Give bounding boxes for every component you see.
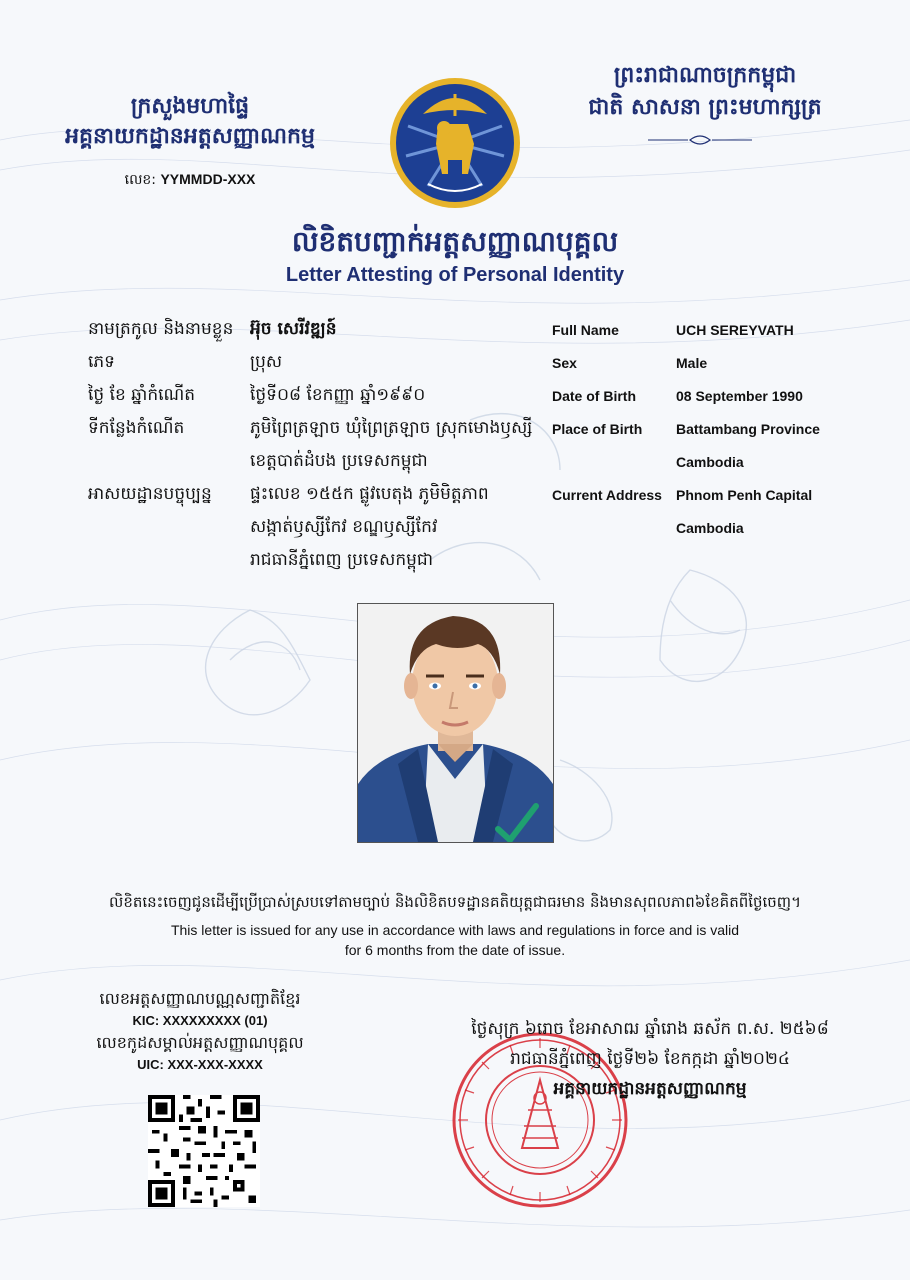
- address-value-english-line2: Cambodia: [676, 520, 744, 536]
- pob-label-khmer: ទីកន្លែងកំណើត: [88, 418, 185, 438]
- address-value-khmer-line3: រាជធានីភ្នំពេញ ប្រទេសកម្ពុជា: [250, 550, 434, 570]
- department-name: អគ្គនាយកដ្ឋានអត្តសញ្ញាណកម្ម: [65, 124, 315, 149]
- pob-label-english: Place of Birth: [552, 421, 643, 437]
- document-title-khmer: លិខិតបញ្ជាក់អត្តសញ្ញាណបុគ្គល: [291, 225, 619, 258]
- kic-label: លេខអត្តសញ្ញាណបណ្ណសញ្ជាតិខ្មែរ: [99, 989, 301, 1008]
- ornament-divider: [648, 132, 752, 148]
- pob-value-english-line2: Cambodia: [676, 454, 744, 470]
- issuing-authority: អគ្គនាយកដ្ឋានអត្តសញ្ញាណកម្ម: [553, 1079, 747, 1099]
- name-value-english: UCH SEREYVATH: [676, 322, 794, 338]
- name-label-english: Full Name: [552, 322, 619, 338]
- department-emblem-icon: [388, 76, 522, 210]
- pob-value-english-line1: Battambang Province: [676, 421, 820, 437]
- pob-value-khmer-line2: ខេត្តបាត់ដំបង ប្រទេសកម្ពុជា: [250, 451, 428, 471]
- reference-number: [40, 170, 340, 191]
- identifier-block: [60, 988, 340, 1076]
- kic-value: KIC: XXXXXXXXX (01): [132, 1013, 268, 1028]
- kingdom-name: ព្រះរាជាណាចក្រកម្ពុជា: [613, 63, 797, 88]
- validity-statement-english: [130, 920, 780, 960]
- dob-label-english: Date of Birth: [552, 388, 636, 404]
- person-portrait-icon: [358, 604, 553, 842]
- ministry-name: ក្រសួងមហាផ្ទៃ: [130, 94, 250, 119]
- pob-value-khmer-line1: ភូមិព្រៃត្រឡាច ឃុំព្រៃត្រឡាច ស្រុកមោងឫស្សី: [250, 418, 533, 438]
- validity-statement-khmer: លិខិតនេះចេញជូនដើម្បីប្រើប្រាស់ស្របទៅតាមច្បាប់ និងលិខិតបទដ្ឋានគតិយុត្តជាធរមាន និងមានសុពលភាព៦ខែគិតពីថ្ងៃចេញ។: [109, 893, 801, 911]
- address-value-english-line1: Phnom Penh Capital: [676, 487, 813, 503]
- sex-value-english: Male: [676, 355, 708, 371]
- sex-label-english: Sex: [552, 355, 577, 371]
- lunar-date: ថ្ងៃសុក្រ ៦រោច ខែអាសាឍ ឆ្នាំរោង ឆស័ក ព.ស. ២៥៦៨: [471, 1019, 829, 1039]
- uic-label: លេខកូដសម្គាល់អត្តសញ្ញាណបុគ្គល: [96, 1033, 304, 1052]
- document-title-english: Letter Attesting of Personal Identity: [285, 264, 625, 286]
- qr-code-icon: [148, 1095, 260, 1207]
- sex-value-khmer: ប្រុស: [250, 352, 283, 372]
- validity-english-line1: This letter is issued for any use in accordance with laws and regulations in force and is valid: [170, 922, 740, 938]
- sex-label-khmer: ភេទ: [88, 352, 115, 372]
- address-label-khmer: អាសយដ្ឋានបច្ចុប្បន្ន: [88, 484, 212, 504]
- ministry-header: [40, 92, 340, 152]
- uic-value: UIC: XXX-XXX-XXXX: [137, 1057, 263, 1072]
- portrait-photo: [357, 603, 554, 843]
- address-label-english: Current Address: [552, 487, 662, 503]
- dob-label-khmer: ថ្ងៃ ខែ ឆ្នាំកំណើត: [88, 385, 196, 405]
- address-value-khmer-line1: ផ្ទះលេខ ១៥៥ក ផ្លូវបេតុង ភូមិមិត្តភាព: [250, 484, 489, 504]
- dob-value-english: 08 September 1990: [676, 388, 803, 404]
- address-value-khmer-line2: សង្កាត់ឫស្សីកែវ ខណ្ឌឫស្សីកែវ: [250, 517, 438, 537]
- national-motto: ជាតិ សាសនា ព្រះមហាក្សត្រ: [588, 95, 822, 120]
- validity-english-line2: for 6 months from the date of issue.: [344, 942, 566, 958]
- reference-value: YYMMDD-XXX: [160, 171, 256, 187]
- reference-label: លេខ:: [124, 172, 157, 188]
- place-and-date: រាជធានីភ្នំពេញ ថ្ងៃទី២៦ ខែកក្កដា ឆ្នាំ២០២៤: [510, 1049, 790, 1069]
- dob-value-khmer: ថ្ងៃទី០៨ ខែកញ្ញា ឆ្នាំ១៩៩០: [250, 385, 426, 405]
- issue-block: [440, 1014, 860, 1104]
- name-label-khmer: នាមត្រកូល និងនាមខ្លួន: [88, 319, 234, 339]
- kingdom-header: [560, 60, 850, 124]
- name-value-khmer: អ៊ុច សេរីវឌ្ឍន៍: [250, 319, 337, 339]
